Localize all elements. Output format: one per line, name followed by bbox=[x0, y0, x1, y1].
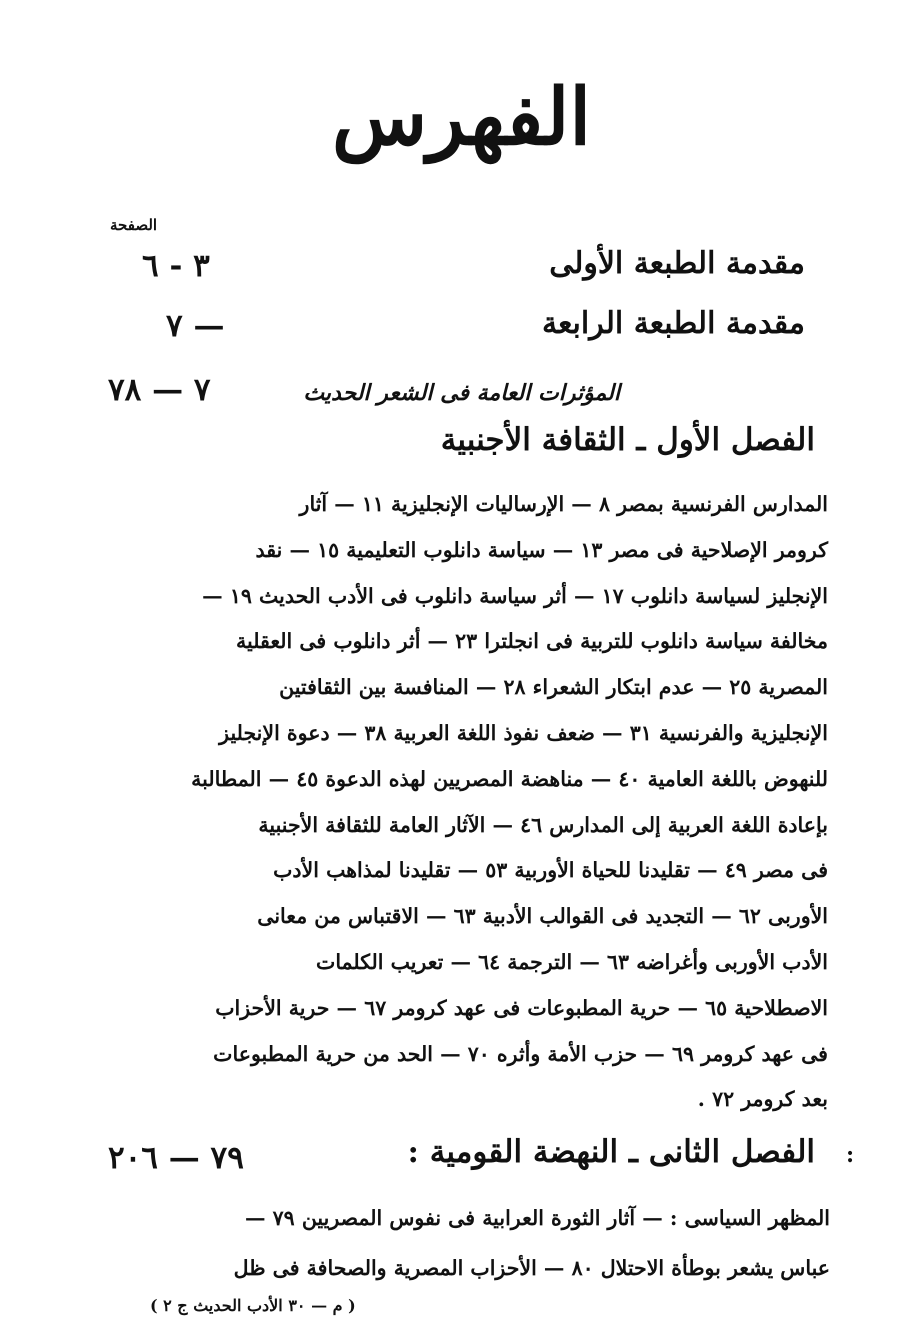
entry-first-edition-pages: ٣ - ٦ bbox=[142, 248, 210, 284]
contents-line: بإعادة اللغة العربية إلى المدارس ٤٦ — الآثار العامة للثقافة الأجنبية bbox=[258, 812, 828, 837]
contents-line: الإنجليز لسياسة دانلوب ١٧ — أثر سياسة دانلوب فى الأدب الحديث ١٩ — bbox=[202, 583, 828, 608]
entry-fourth-edition-preface: مقدمة الطبعة الرابعة bbox=[542, 306, 805, 341]
page-footer: ( م — ٣٠ الأدب الحديث ج ٢ ) bbox=[150, 1296, 356, 1315]
contents-line: فى مصر ٤٩ — تقليدنا للحياة الأوربية ٥٣ — تقليدنا لمذاهب الأدب bbox=[273, 858, 828, 883]
entry-first-edition-preface: مقدمة الطبعة الأولى bbox=[549, 246, 805, 281]
entry-fourth-edition-pages: ٧ — bbox=[166, 308, 225, 344]
page-column-label: الصفحة bbox=[110, 216, 158, 234]
chapter-one-title: الفصل الأول ـ الثقافة الأجنبية bbox=[440, 422, 815, 458]
page-title: الفهرس bbox=[331, 72, 592, 163]
contents-line: المدارس الفرنسية بمصر ٨ — الإرساليات الإنجليزية ١١ — آثار bbox=[299, 492, 828, 516]
contents-line: الأوربى ٦٢ — التجديد فى القوالب الأدبية ٦٣ — الاقتباس من معانى bbox=[257, 904, 828, 929]
chapter-two-title: الفصل الثانى ـ النهضة القومية : bbox=[407, 1134, 815, 1170]
chapter-two-line: عباس يشعر بوطأة الاحتلال ٨٠ — الأحزاب المصرية والصحافة فى ظل bbox=[233, 1256, 830, 1280]
contents-line: للنهوض باللغة العامية ٤٠ — مناهضة المصريين لهذه الدعوة ٤٥ — المطالبة bbox=[191, 766, 828, 791]
part-title: المؤثرات العامة فى الشعر الحديث bbox=[303, 380, 620, 406]
chapter-two-line: المظهر السياسى : — آثار الثورة العرابية فى نفوس المصريين ٧٩ — bbox=[245, 1206, 830, 1230]
margin-mark: : bbox=[846, 1142, 855, 1168]
contents-line: مخالفة سياسة دانلوب للتربية فى انجلترا ٢٣ — أثر دانلوب فى العقلية bbox=[236, 629, 828, 654]
contents-line: الأدب الأوربى وأغراضه ٦٣ — الترجمة ٦٤ — تعريب الكلمات bbox=[316, 949, 828, 974]
part-pages: ٧ — ٧٨ bbox=[108, 372, 211, 408]
contents-line: الإنجليزية والفرنسية ٣١ — ضعف نفوذ اللغة العربية ٣٨ — دعوة الإنجليز bbox=[219, 720, 828, 745]
contents-line: الاصطلاحية ٦٥ — حرية المطبوعات فى عهد كرومر ٦٧ — حرية الأحزاب bbox=[215, 995, 828, 1020]
chapter-two-pages: ٧٩ — ٢٠٦ bbox=[108, 1140, 244, 1176]
contents-line: كرومر الإصلاحية فى مصر ١٣ — سياسة دانلوب التعليمية ١٥ — نقد bbox=[255, 537, 828, 562]
contents-line: فى عهد كرومر ٦٩ — حزب الأمة وأثره ٧٠ — الحد من حرية المطبوعات bbox=[213, 1041, 828, 1066]
contents-line: المصرية ٢٥ — عدم ابتكار الشعراء ٢٨ — المنافسة بين الثقافتين bbox=[279, 675, 828, 700]
contents-line: بعد كرومر ٧٢ . bbox=[697, 1087, 828, 1112]
chapter-one-contents bbox=[191, 482, 828, 1123]
